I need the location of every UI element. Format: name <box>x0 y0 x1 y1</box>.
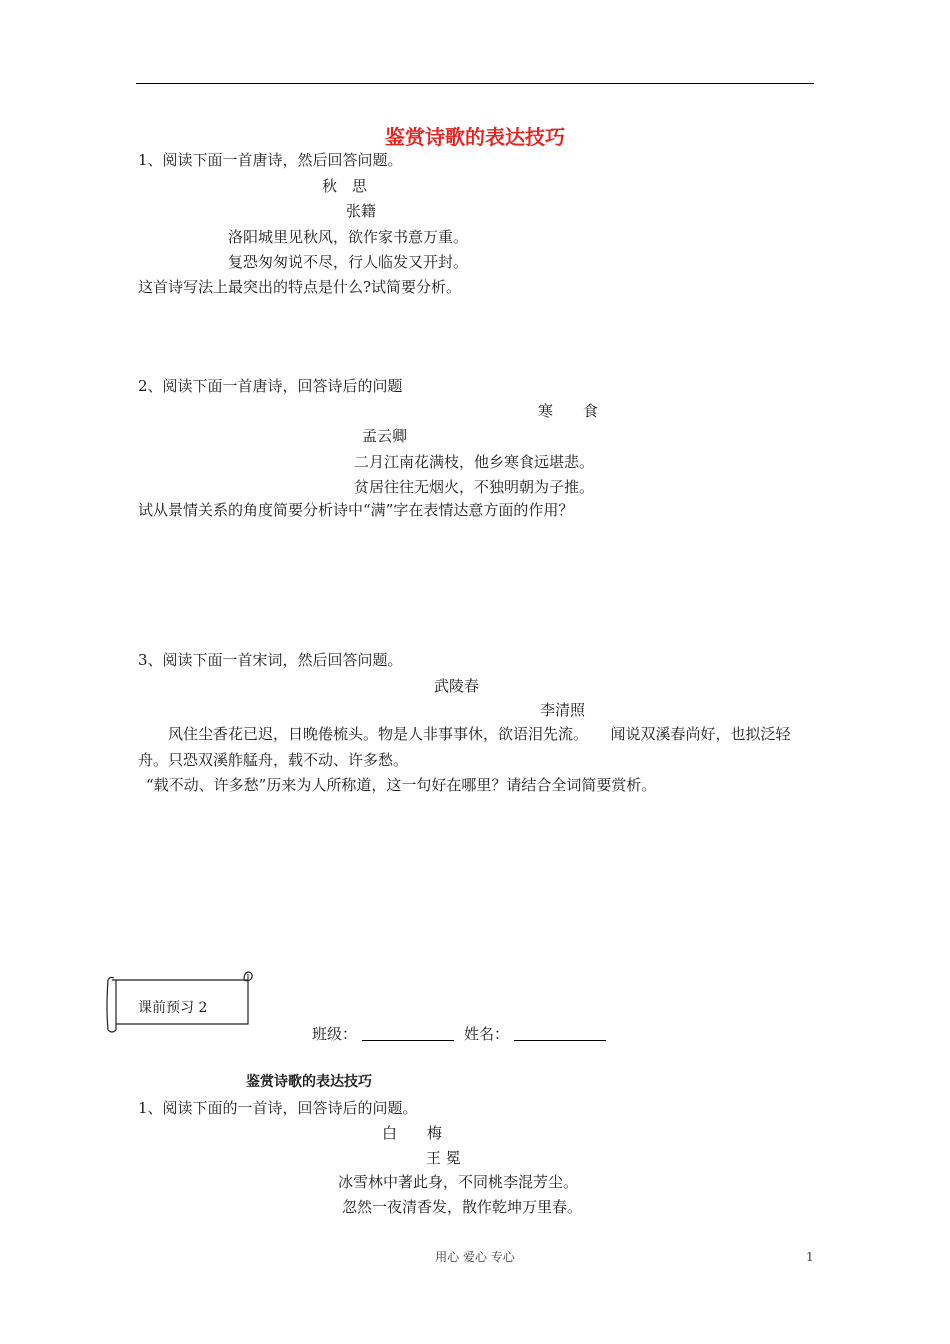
q2-prompt: 2、阅读下面一首唐诗，回答诗后的问题 <box>138 377 403 395</box>
footer-slogan: 用心 爱心 专心 <box>435 1250 515 1264</box>
class-field-label: 班级： <box>312 1025 358 1043</box>
q1-prompt: 1、阅读下面一首唐诗，然后回答问题。 <box>138 151 403 169</box>
preview-author: 王 冕 <box>426 1149 461 1167</box>
q1-line-2: 复恐匆匆说不尽，行人临发又开封。 <box>228 253 469 271</box>
q3-poem-title: 武陵春 <box>434 677 480 695</box>
q3-prompt: 3、阅读下面一首宋词，然后回答问题。 <box>138 651 403 669</box>
q2-poem-title: 寒 食 <box>538 402 599 420</box>
q1-question: 这首诗写法上最突出的特点是什么?试简要分析。 <box>138 278 462 296</box>
preview-line-2: 忽然一夜清香发，散作乾坤万里春。 <box>342 1198 583 1216</box>
q1-author: 张籍 <box>346 202 377 220</box>
page-title: 鉴赏诗歌的表达技巧 <box>385 125 565 149</box>
q2-question: 试从景情关系的角度简要分析诗中“满”字在表情达意方面的作用？ <box>138 501 574 519</box>
q2-line-2: 贫居往往无烟火，不独明朝为子推。 <box>354 478 595 496</box>
q1-line-1: 洛阳城里见秋风，欲作家书意万重。 <box>228 228 469 246</box>
q3-question: “载不动、许多愁”历来为人所称道，这一句好在哪里？请结合全词简要赏析。 <box>146 776 657 794</box>
preview-line-1: 冰雪林中著此身，不同桃李混芳尘。 <box>338 1173 579 1191</box>
preview-poem-title: 白 梅 <box>382 1124 443 1142</box>
preview-subtitle: 鉴赏诗歌的表达技巧 <box>246 1074 372 1090</box>
q2-author: 孟云卿 <box>362 427 408 445</box>
header-rule <box>136 83 814 84</box>
q3-author: 李清照 <box>540 701 586 719</box>
name-blank[interactable] <box>514 1026 606 1041</box>
preview-q1-prompt: 1、阅读下面的一首诗，回答诗后的问题。 <box>138 1099 418 1117</box>
q2-line-1: 二月江南花满枝，他乡寒食远堪悲。 <box>354 453 595 471</box>
name-field-label: 姓名： <box>464 1025 510 1043</box>
q1-poem-title: 秋 思 <box>322 177 368 195</box>
preview-label: 课前预习 2 <box>138 1000 208 1016</box>
page-number: 1 <box>806 1250 814 1264</box>
class-blank[interactable] <box>362 1026 454 1041</box>
q3-poem-text: 风住尘香花已迟，日晚倦梳头。物是人非事事休，欲语泪先流。 闻说双溪春尚好，也拟泛轻舟。只恐双溪舴艋舟，载不动、许多愁。 <box>138 725 791 769</box>
